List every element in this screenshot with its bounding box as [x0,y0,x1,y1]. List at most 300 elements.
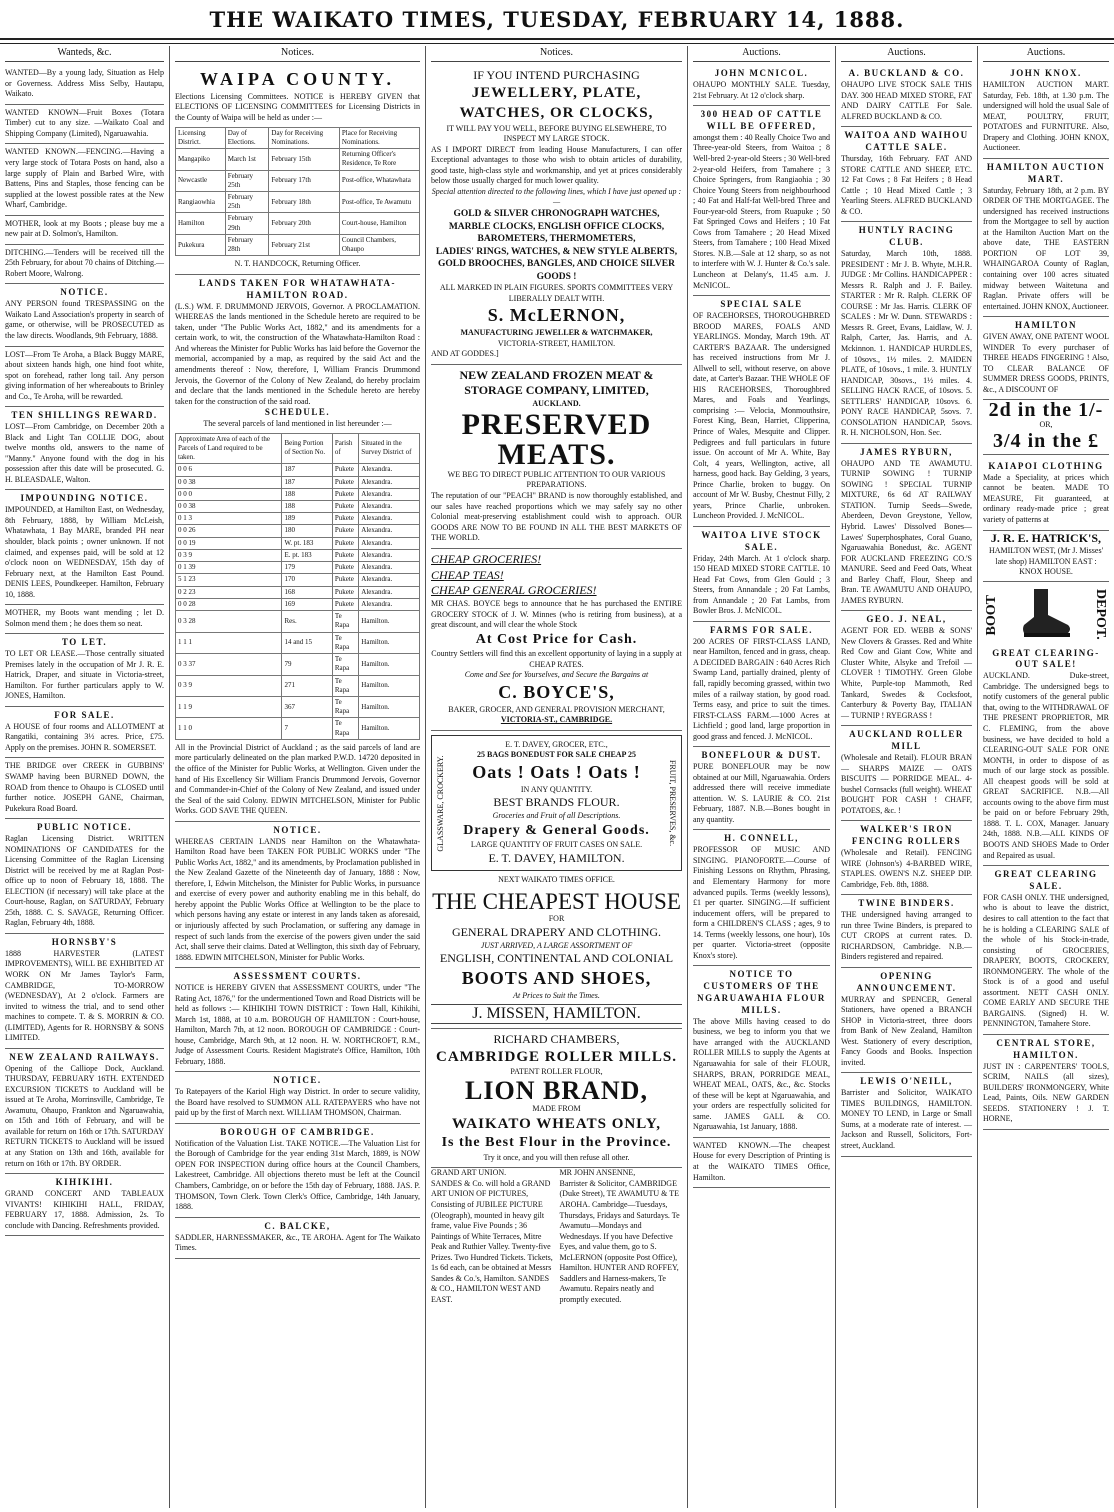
groceries-ad [431,549,682,731]
davey-foot: NEXT WAIKATO TIMES OFFICE. [498,875,615,885]
ad-body: OHAUPO AND TE AWAMUTU. TURNIP SOWING ! TURNIP SOWING ! SPECIAL TURNIP MIXTURE, 6s 6d AT RAILWAY STATION. Turnip Seeds—Swede, Aberdeen, Devon Greystone, Yellow, Hybrid. Lawes' Dissolved Bones—Lawes' Superphosphates, Coral Guano, Ngaruawahia Bonedust, &c. AGENT FOR AUCKLAND FREEZING CO.'S MANURE. Seed and Feed Oats, Wheat and Barley Chaff, Flour, Sheep and Bran. TE AWAMUTU AND OHAUPO, JAMES RYBURN. [841,458,972,605]
table-cell: Hamilton [176,213,226,234]
art-union-body: SANDES & Co. will hold a GRAND ART UNION OF PICTURES, Consisting of JUBILEE PICTURE (Oleograph), mounted in heavy gilt frame, value Five Pounds ; 36 Paintings of White Terraces, Mitre Peak and Ruthier Valley. Twenty-five Prizes. Two Hundred Tickets. Tickets, 1s 6d each, can be obtained at Messrs Sandes & Co.'s, Hamilton. SANDES & CO., HAMILTON WEST AND EAST. [431,1178,553,1304]
ads-list [693,65,830,1188]
table-cell: Pukete [332,488,358,500]
text-line: BAROMETERS, THERMOMETERS, [477,234,636,245]
boyce-address: VICTORIA-ST., CAMBRIDGE. [500,715,613,725]
table-cell: Hamilton. [359,611,420,632]
table-cell: Post-office, Te Awamutu [339,191,419,212]
ad-body: OF RACEHORSES, THOROUGHBRED BROOD MARES, FOALS AND YEARLINGS. Monday, March 19th. AT CARTER'S BAZAAR. The undersigned has received instructions from Mr J. Allwell to sell, without reserve, on above date, at Carter's Bazaar. THE WHOLE OF HIS RACEHORSES, Thoroughbred Mares, and Foals and Yearlings, comprising :— Velocia, Monmouthsire, Forest King, Bean, Harriet, Clipperina, Prince of Wales, Mesquite and Clipper. Pedigrees and full particulars in future issue. On account of Mr A. White, Bay Colt, 4 years, Wellington, active, all harness, good hack. Bay Gelding, 3 years, Prince Charlie, broken to buggy. On account of Mr W. Busby, Chestnut Filly, 2 years, Prince Charlie, unbroken. Luncheon Provided. J. McNICOL. [693,310,830,521]
jewellery-attention: Special attention directed to the following lines, which I have just opened up :— [431,186,682,207]
ansenne-ad [560,1168,683,1305]
table-cell: Alexandra. [359,525,420,537]
advertisement [693,296,830,527]
column-heading: Auctions. [983,46,1109,62]
divider [983,581,1109,582]
discount-pence: 2d in the 1/- [988,399,1104,422]
table-header-cell: Place for Receiving Nominations. [339,127,419,148]
table-cell: 188 [282,500,332,512]
frozen-title: NEW ZEALAND FROZEN MEAT & STORAGE COMPANY, LIMITED, [459,367,654,398]
table-cell: Te Rapa [332,632,358,653]
text-line: CHEAP TEAS! [431,567,504,582]
ad-body: (Wholesale and Retail). FENCING WIRE (Johnson's) 4-BARBED WIRE, STAPLES. OWEN'S N.Z. SHEEP DIP. Cambridge, Feb. 8th, 1888. [841,847,972,889]
advertisement [693,527,830,622]
text-line: GOLD BROOCHES, BANGLES, AND CHOICE SILVER GOODS ! [438,259,675,282]
advertisement [5,284,164,346]
ads-list [983,65,1109,400]
table-cell: Alexandra. [359,513,420,525]
table-cell: 1 1 1 [176,632,282,653]
table-cell: 179 [282,562,332,574]
advertisement [5,1174,164,1236]
advertisement [983,159,1109,317]
ad-title: JAMES RYBURN, [860,446,953,457]
frozen-meat-ad [431,365,682,549]
ad-body: LOST—From Cambridge, on December 20th a Black and Light Tan COLLIE DOG, about twelve months old, answers to the name of "Manny." Anyone found with the dog in his possession after this date will be prosecuted. G. H. BLEASDALE, Walton. [5,422,164,484]
table-cell: Alexandra. [359,562,420,574]
notice-body: All in the Provincial District of Auckland ; as the said parcels of land are more particularly delineated on the plan marked P.W.D. 14720 deposited in the office of the Minister for Public Works, at Wellington. Given under the hand of His Excellency Sir William Francis Drummond Jervois, Governor and Commander-in-Chief of the Colony of New Zealand, and issued under the Seal of the said Colony. EDWIN MITCHELSON, Minister for Public Works. GOD SAVE THE QUEEN. [175,742,420,816]
advertisement [5,605,164,634]
ad-body: Thursday, 16th February. FAT AND STORE CATTLE AND SHEEP, ETC. 12 Fat Cows ; 8 Fat Heifers ; 8 Head Cattle ; 10 Head Mixed Cattle ; 3 Yearling Steers. ALFRED BUCKLAND & CO. [841,154,972,216]
table-cell: W. pt. 183 [282,537,332,549]
advertisement [5,407,164,490]
ad-body: WHEREAS CERTAIN LANDS near Hamilton on the Whatawhata-Hamilton Road have been TAKEN FOR PUBLIC WORKS under "The Public Works Act, 1882," and its amendments, by Proclamation published in the New Zealand Gazette of the Nineteenth day of January, 1888 : Now, therefore, I, Edwin Mitchelson, the Minister for Public Works, in pursuance and exercise of every power and authority enabling me in this behalf, do hereby appoint the Public Works Office at Wellington to be the place to which persons having any estate or interest in any lands taken as aforesaid, or injuriously affected by such Proclamation, or suffering any damage in respect of such lands from the exercise of the powers given under the said Act, shall serve their claims. Dated at Wellington, this sixth day of February, 1888. EDWIN MITCHELSON, Minister for Public Works. [175,836,420,962]
ad-title: AUCKLAND ROLLER MILL [849,729,964,752]
column-auctions-2 [836,46,978,1508]
ad-body: To Ratepayers of the Kariol High way District. In order to secure validity, the Board have resolved to SUMMON ALL RATEPAYERS who have not paid up by the first of March next. WILLIAM THOMSON, Chairman. [175,1087,420,1118]
column-notices-left [170,46,426,1508]
advertisement [841,726,972,821]
table-row [176,654,420,675]
table-cell: February 28th [225,234,269,255]
table-row [176,476,420,488]
ad-title: GREAT CLEARING SALE. [994,869,1098,891]
ad-body: MOTHER, look at my Boots ; please buy me a new pair at D. Solmon's, Hamilton. [5,218,164,239]
table-cell: 0 0 6 [176,464,282,476]
ad-title: KIHIKIHI. [55,1177,114,1188]
ad-title: TO LET. [61,637,108,648]
table-body [176,464,420,740]
ad-body: WANTED—By a young lady, Situation as Help or Governess. Address Miss Selby, Hautapu, Waikato. [5,68,164,99]
ad-body: ANY PERSON found TRESPASSING on the Waikato Land Association's property in search of game, or otherwise, will be PROSECUTED as the law directs. Woodlands, 9th February, 1888. [5,299,164,340]
boot-depot [983,585,1109,645]
table-cell: 0 0 28 [176,598,282,610]
table-cell: Hamilton. [359,632,420,653]
ad-body: GRAND CONCERT AND TABLEAUX VIVANTS! KIHIKIHI HALL, FRIDAY, FEBRUARY 17, 1888. Admission, 2s. To conclude with Dancing. Refreshments provided. [5,1189,164,1230]
table-cell: 0 0 38 [176,476,282,488]
table-cell: 0 0 38 [176,500,282,512]
table-row [176,562,420,574]
advertisement [5,105,164,145]
ad-title: CENTRAL STORE, HAMILTON. [996,1037,1096,1060]
table-cell: Hamilton. [359,654,420,675]
column-auctions-3 [978,46,1114,1508]
cost-price: At Cost Price for Cash. [475,631,638,647]
advertisement [693,966,830,1138]
ad-body: THE BRIDGE over CREEK in GUBBINS' SWAMP having been BURNED DOWN, the ROAD from thence to Ohaupo is CLOSED until further notice. JOSEPH GANE, Chairman, Pukekura Road Board. [5,761,164,813]
groceries-body: MR CHAS. BOYCE begs to announce that he has purchased the ENTIRE GROCERY STOCK of J. W. Minnes (who is retiring from business), at a great discount, and will clear the whole Stock [431,599,682,630]
jeweller-also: AND AT GODDES.] [431,349,499,359]
cheapest-prices: At Prices to Suit the Times. [513,990,600,1000]
page-columns [0,46,1114,1508]
ad-body: TO LET OR LEASE.—Those centrally situated Premises lately in the occupation of Mr J. R. E. Hatrick, Draper, and situate in Victoria-street, Hamilton. For further particulars apply to W. JONES, Hamilton. [5,649,164,701]
groceries-lines [431,552,682,599]
table-cell: Post-office, Whatawhata [339,170,419,191]
table-cell: 0 1 39 [176,562,282,574]
advertisement [5,634,164,707]
table-row [176,696,420,717]
ad-title: TEN SHILLINGS REWARD. [11,410,158,421]
advertisement [175,968,420,1072]
text-line: GOLD & SILVER CHRONOGRAPH WATCHES, [453,208,660,219]
ad-body: The above Mills having ceased to do business, we beg to inform you that we have arranged with the AUCKLAND ROLLER MILLS to supply the Agents at Ngaruawahia for sale of their FLOUR, SHARPS, BRAN, PORRIDGE MEAL, WHEAT MEAL, OATS, &c., &c. Stocks of these will be kept at Ngaruawahia, and your orders are respectfully solicited for same. JAMES GALL & CO. Ngaruawahia, 1st January, 1888. [693,1016,830,1132]
bottom-pair [431,1168,682,1305]
preserved-meats: PRESERVED MEATS. [461,407,652,471]
groceries-country: Country Settlers will find this an excellent opportunity of laying in a supply at CHEAP RATES. [431,649,682,669]
advertisement [983,645,1109,867]
table-cell: 1 1 0 [176,718,282,739]
boyce-trade: BAKER, GROCER, AND GENERAL PROVISION MERCHANT, [448,704,665,714]
jewellery-footer: ALL MARKED IN PLAIN FIGURES. SPORTS COMMITTEES VERY LIBERALLY DEALT WITH. [439,283,674,303]
schedule-body: The several parcels of land mentioned in list hereunder :— [203,419,392,429]
table-cell: February 17th [269,170,340,191]
table-header-row [176,433,420,464]
jeweller-trade: MANUFACTURING JEWELLER & WATCHMAKER, [460,328,653,338]
ad-title: HAMILTON AUCTION MART. [986,161,1106,184]
advertisement [175,1218,420,1259]
table-cell: Hamilton. [359,696,420,717]
ad-title: FOR SALE. [54,709,115,720]
column-wanteds [0,46,170,1508]
ad-body: AGENT FOR ED. WEBB & SONS' New Clovers & Grasses. Red and White Red Cow and Giant Cow, White and Cluster White, Alsyke and Trefoil — CLOVER ! TIMOTHY. Green Globe White, Purple-top Mammoth, Red Tankard, Swedes & Cocksfoot, Canterbury & Poverty Bay, ITALIAN — TURNIP ! RYEGRASS ! [841,626,972,720]
davey-side-right: FRUIT, PRESERVES, &c. [668,760,677,847]
ad-body: WANTED KNOWN.—FENCING.—Having a very large stock of Totara Posts on hand, also a large supply of Plain and Barbed Wire, with Battens, Pins and Staples, those fencing can be supplied at the lowest possible rates at the New Wharf, Cambridge. [5,147,164,210]
table-cell: 7 [282,718,332,739]
advertisement [693,65,830,106]
ad-title: KAIAPOI CLOTHING [988,460,1104,471]
ad-title: HUNTLY RACING CLUB. [858,225,955,248]
frozen-city: AUCKLAND. [532,399,581,409]
table-cell: Alexandra. [359,476,420,488]
ad-body: IMPOUNDED, at Hamilton East, on Wednesday, 8th February, 1888, by William McLeish, Whatawhata, 1 Bay MARE, branded PH near shoulder, black points ; owner unknown. If not claimed, and expenses paid, will be sold at 12 o'clock noon on WEDNESDAY, 15th day of February next, at the Hamilton East Pound. DENIS LEES, Poundkeeper. Hamilton, February 10, 1888. [5,505,164,599]
table-row [176,525,420,537]
cheapest-for: FOR [548,914,565,924]
ad-title: JOHN MCNICOL. [714,68,809,79]
ad-title: ASSESSMENT COURTS. [233,971,362,982]
davey-side-left: GLASSWARE, CROCKERY. [436,755,445,852]
hatrick-name: J. R. E. HATRICK'S, [990,530,1102,545]
advertisement [841,611,972,726]
advertisement [175,1072,420,1124]
jewellery-body: AS I IMPORT DIRECT from leading House Manufacturers, I can offer Exceptional advantages to those who wish to obtain articles of durability, good taste, high-class style and workmanship, and yet at prices considerably below those usually charged for much lower quality. [431,144,682,186]
ad-body: AUCKLAND. Duke-street, Cambridge. The undersigned begs to notify customers of the general public that, owing to the WITHDRAWAL OF THE PRESENT PROPRIETOR, MR C. FLEMING, from the above business, we have decided to hold a CLEARING-OUT SALE FOR ONE MONTH, in order to dispose of as much of our large stock as possible. All cheapest goods will be sold at GREAT SACRIFICE. N.B.—All accounts owing to the above firm must be paid on or before February 29th, 1888. T. L. COX, Manager. January 24th, 1888. N.B.—ALL KINDS OF BOOTS AND SHOES Made to Order and Repaired as usual. [983,671,1109,860]
advertisement [175,822,420,968]
table-row [176,170,420,191]
ad-title: OPENING ANNOUNCEMENT. [856,970,957,993]
ad-body: THE undersigned having arranged to run three Twine Binders, is prepared to CUT CROPS at current rates. D. RICHARDSON, Cambridge. N.B.—Binders registered and repaired. [841,910,972,962]
davey-flour: BEST BRANDS FLOUR. [493,795,620,810]
ad-body: Saturday, February 18th, at 2 p.m. BY ORDER OF THE MORTGAGEE. The undersigned has received instructions from the Mortgagee to sell by auction at the Hamilton Auction Mart on the above date, THE EASTERN PORTION OF LOT 39, WHAINGAROA County of Raglan, containing over 100 acres situated midway between Waitetuna and Raglan. Private offers will be entertained. JOHN KNOX, Auctioneer. [983,185,1109,311]
ad-title: GEO. J. NEAL, [866,614,947,625]
table-row [176,598,420,610]
advertisement [5,758,164,819]
ad-title: LEWIS O'NEILL, [860,1076,953,1087]
ad-body: PURE BONEFLOUR may be now obtained at our Mill, Ngaruawahia. Orders addressed there will receive immediate attention. W. S. LAURIE & CO. 21st February, 1887. N.B.—Bones bought in any quantity. [693,762,830,824]
davey-bags: 25 BAGS BONEDUST FOR SALE CHEAP 25 [477,750,636,760]
table-cell: Pukete [332,513,358,525]
mills-title: CAMBRIDGE ROLLER MILLS. [436,1048,677,1065]
table-cell: 0 3 28 [176,611,282,632]
ad-title: WALKER'S IRON FENCING ROLLERS [851,824,962,847]
table-cell: Alexandra. [359,537,420,549]
ad-body: JUST IN : CARPENTERS' TOOLS, SCRIM, NAILS (all sizes), BUILDERS' IRONMONGERY, White Lead, Paints, Oils. NEW GARDEN SEEDS. STATIONERY ! J. T. HORNE, [983,1061,1109,1124]
ads-list [175,822,420,1259]
table-cell: 187 [282,476,332,488]
ad-title: SPECIAL SALE [720,299,803,310]
ad-body: (Wholesale and Retail). FLOUR BRAN — SHARPS MAIZE — OATS BISCUITS — PORRIDGE MEAL. 4-bushel Cornsacks (full weight). WHEAT BOUGHT FOR CASH ! CHAFF, POTATOES, &c. ! [841,752,972,815]
ad-body: PROFESSOR OF MUSIC AND SINGING. PIANOFORTE.—Course of Finishing Lessons on Rhythm, Phrasing, and Elementary Harmony for more advanced pupils. Terms (weekly lessons), £1 per quarter. SINGING.—If sufficient inducement offers, will be prepared to form a CHILDREN'S CLASS ; ages, 9 to 14. Terms (weekly lessons, one hour), 10s per quarter. Victoria-street (opposite Knox's store). [693,845,830,960]
ad-body: HAMILTON AUCTION MART. Saturday, Feb. 18th, at 1.30 p.m. The undersigned will hold the usual Sale of MEAT, POULTRY, FRUIT, POTATOES and FURNITURE. Also, Drapery and Clothing. JOHN KNOX, Auctioneer. [983,80,1109,153]
table-row [176,718,420,739]
ansenne-body: Barrister & Solicitor, CAMBRIDGE (Duke Street), TE AWAMUTU & TE AROHA. Cambridge—Tuesdays, Thursdays, Fridays and Saturdays. Te Awamutu—Mondays and Wednesdays. If you have Defective Eyes, and value them, go to S. McLERNON (opposite Post Office), Hamilton. HUNTER AND ROFFEY, Saddlers and Harness-makers, Te Awamutu. Repairs neatly and promptly executed. [559,1178,680,1304]
advertisement [841,968,972,1074]
ad-title: HAMILTON [1014,320,1077,331]
text-line: CHEAP GROCERIES! [431,551,542,566]
table-cell: 0 2 23 [176,586,282,598]
text-line: LADIES' RINGS, WATCHES, & NEW STYLE ALBERTS, [435,246,678,257]
cheapest-house-ad [431,886,682,1029]
hatrick-address: HAMILTON WEST, (Mr J. Misses' late shop) HAMILTON EAST : KNOX HOUSE. [988,546,1104,577]
table-cell: Pukete [332,464,358,476]
advertisement [175,1124,420,1218]
licensing-table [175,127,420,257]
table-header-cell: Situated in the Survey District of [359,433,420,464]
table-row [176,234,420,255]
notice-waipa-county [175,65,420,275]
ad-body: NOTICE is HEREBY GIVEN that ASSESSMENT COURTS, under "The Rating Act, 1876," for the undermentioned Town and Road Districts will be held as follows :— KIHIKIHI TOWN DISTRICT : Town Hall, Kihikihi, March 1st, 1888, at 10 a.m. BOROUGH OF HAMILTON : Court-house, Hamilton, March 7th, at 12 noon. BOROUGH OF CAMBRIDGE : Court-house, Cambridge, March 9th, at 12 noon. H. W. NORTHCROFT, R.M., Judge of Assessment Courts. Resident Magistrate's Office, Hamilton, 10th February, 1888. [175,983,420,1066]
schedule-table [175,433,420,740]
table-header-cell: Parish of [332,433,358,464]
table-cell: 1 1 9 [176,696,282,717]
column-heading: Auctions. [693,46,830,62]
ad-title: GREAT CLEARING-OUT SALE! [992,647,1100,670]
ad-body: amongst them : 40 Really Choice Two and Three-year-old Steers, from Waitoa ; 8 Well-bred 2-year-old Steers ; 30 Well-bred 2-year-old Heifers, from Tamahere ; 3 Choice Springers, from Rangiaohia ; 30 Choice Young Steers from neighbourhood ; 40 Fat and Half-fat Well-bred Three and Four-year-old Steers, from Ruapuke ; 50 Fat Springed Cows and Heifers ; 10 Fat Cows from Tamahere ; 20 Head Mixed Steers, from Tamahere ; 100 Head Mixed Stores. N.B.—Sale at 12 sharp, so as not to interfere with W. J. Hunter & Co.'s sale. Luncheon at Delany's, 11.45 a.m. J. McNICOL. [693,132,830,290]
lion-brand: LION BRAND, [465,1076,648,1106]
ad-body: Saturday, March 10th, 1888. PRESIDENT : Mr J. B. Whyte, M.H.R. JUDGE : Mr Collins. HANDICAPPER : Messrs R. Ralph and J. F. Bailey. STARTER : Mr R. Ralph. CLERK OF COURSE : Mr Jas. Harris. CLERK OF SCALES : Mr W. Dunn. STEWARDS : Messrs R. Greet, Evans, Laidlaw, W. J. Ralph, Carter, Jas. Harris, and A. Mckinnon. 1. HANDICAP HURDLES, of 10sovs., 1½ miles. 2. MAIDEN PLATE, of 10sovs., 1 mile. 3. HUNTLY HANDICAP, 30sovs., 1½ miles. 4. SELLING HACK RACE, of 10sovs. 5. SETTLERS' HANDICAP, 10sovs. 6. PONY RACE HANDICAP, 5sovs. 7. CONSOLATION HANDICAP, 5sovs. R. H. NICHOLSON, Hon. Sec. [841,249,972,438]
table-cell: Hamilton. [359,718,420,739]
table-cell: Pukete [332,500,358,512]
table-header-cell: Licensing District. [176,127,226,148]
notice-title: WAIPA COUNTY. [199,69,396,90]
column-notices-right [426,46,688,1508]
table-cell: Court-house, Hamilton [339,213,419,234]
table-cell: Alexandra. [359,549,420,561]
advertisement [983,65,1109,159]
table-row [176,213,420,234]
notice-body: (L.S.) WM. F. DRUMMOND JERVOIS, Governor. A PROCLAMATION. WHEREAS the lands mentioned in the Schedule hereto are required to be taken, under "The Public Works Act, 1882," and its amendments for a certain work, to wit, the construction of the Whatawhata-Hamilton Road : And whereas the Minister for Public Works has laid before the Governor the memorial, accompanied by a map, as required by the said Act and the amendments thereof : Now, therefore, I, William Francis Drummond Jervois, the Governor of the Colony of New Zealand, do hereby proclaim and declare that the lands mentioned in the Schedule hereto are hereby taken for the construction of the said road. [175,301,420,406]
table-cell: 0 1 3 [176,513,282,525]
ansenne-title: MR JOHN ANSENNE, [559,1168,636,1178]
table-row [176,513,420,525]
advertisement [693,747,830,830]
ad-title: A. BUCKLAND & CO. [848,68,965,79]
boyce-name: C. BOYCE'S, [498,681,615,702]
table-header-cell: Approximate Area of each of the Parcels of Land required to be taken. [176,433,282,464]
ad-body: Barrister and Solicitor, WAIKATO TIMES BUILDINGS, HAMILTON. MONEY TO LEND, in Large or Small Sums, at a moderate rate of interest. — Jackson and Russell, Solicitors, Fort-street, Auckland. [841,1088,972,1150]
table-cell: 189 [282,513,332,525]
table-cell: 170 [282,574,332,586]
advertisement [5,707,164,759]
jeweller-address: VICTORIA-STREET, HAMILTON. [497,338,616,348]
mills-wheats: WAIKATO WHEATS ONLY, [451,1115,662,1132]
ad-body: GIVEN AWAY, ONE PATENT WOOL WINDER To every purchaser of THREE HEADS FINGERING ! Also, TO CLEAR BALANCE OF SUMMER DRESS GOODS, PRINTS, &c., A DISCOUNT OF [983,332,1109,394]
column-heading: Notices. [175,46,420,62]
table-cell: Te Rapa [332,654,358,675]
table-cell: 367 [282,696,332,717]
advertisement [693,1138,830,1188]
table-cell: Pukete [332,574,358,586]
table-cell: Pukete [332,525,358,537]
table-cell: 0 0 0 [176,488,282,500]
advertisement [841,1073,972,1156]
advertisement [841,821,972,895]
advertisement [841,127,972,222]
ad-body: 200 ACRES OF FIRST-CLASS LAND, near Hamilton, fenced and in grass, cheap. A DECIDED BARGAIN : 640 Acres Rich Swamp Land, partially drained, plenty of fall, rapidly becoming grassed, within two miles of a railway station, by good road. Terms easy, and price to suit the times. FIRST-CLASS FARM.—1000 Acres at Lichfield ; good land, large proportion in good grass and fenced. J. McNICOL. [693,636,830,741]
table-cell: Pukekura [176,234,226,255]
ad-body: WANTED KNOWN.—The cheapest House for every Description of Printing is at the WAIKATO TIMES Office, Hamilton. [693,1140,830,1182]
table-row [176,586,420,598]
ad-title: BOROUGH OF CAMBRIDGE. [220,1126,375,1137]
advertisement [841,222,972,444]
ad-body: DITCHING.—Tenders will be received till the 25th February, for about 70 chains of Ditching.—Robert Moore, Walrong. [5,247,164,278]
advertisement [983,866,1109,1035]
advertisement [693,106,830,296]
ad-title: NOTICE. [273,1075,322,1086]
masthead: THE WAIKATO TIMES, TUESDAY, FEBRUARY 14, 1888. [0,0,1114,40]
davey-cases: LARGE QUANTITY OF FRUIT CASES ON SALE. [470,840,643,849]
table-cell: Alexandra. [359,500,420,512]
notice-title: LANDS TAKEN FOR WHATAWHATA-HAMILTON ROAD. [198,277,397,300]
table-cell: 0 3 9 [176,675,282,696]
table-cell: 0 3 9 [176,549,282,561]
table-cell: Alexandra. [359,586,420,598]
table-cell: Alexandra. [359,574,420,586]
davey-ad [431,735,682,872]
table-cell: Res. [282,611,332,632]
table-cell: E. pt. 183 [282,549,332,561]
ad-body: LOST—From Te Aroha, a Black Buggy MARE, about sixteen hands high, one hind foot white, spot on forehead, rather long tail. Any person giving information of her whereabouts to Brinley and Co., Te Aroha, will be rewarded. [5,349,164,401]
ad-title: NEW ZEALAND RAILWAYS. [9,1051,160,1062]
jeweller-name: S. McLERNON, [487,305,626,326]
davey-groceries: Groceries and Fruit of all Descriptions. [492,810,621,820]
table-body [176,149,420,256]
roller-mills-ad [431,1029,682,1169]
table-header-row [176,127,420,148]
table-cell: Te Rapa [332,675,358,696]
ad-title: PUBLIC NOTICE. [36,822,132,833]
davey-oats: Oats ! Oats ! Oats ! [472,761,641,782]
ad-body: SADDLER, HARNESSMAKER, &c., TE AROHA. Agent for The Waikato Times. [175,1232,420,1253]
table-row [176,611,420,632]
table-cell: February 15th [269,149,340,170]
cheapest-arrived: JUST ARRIVED, A LARGE ASSORTMENT OF [480,940,633,950]
advertisement [841,444,972,612]
returning-officer: N. T. HANDCOCK, Returning Officer. [234,259,361,269]
column-heading: Wanteds, &c. [5,46,164,62]
table-cell: Council Chambers, Ohaupo [339,234,419,255]
column-heading: Auctions. [841,46,972,62]
cheapest-title: THE CHEAPEST HOUSE [432,888,681,914]
table-cell: 0 0 19 [176,537,282,549]
ads-list [5,65,164,1236]
advertisement [841,895,972,968]
advertisement [5,65,164,105]
table-cell: Rangiaowhia [176,191,226,212]
table-cell: 169 [282,598,332,610]
ad-body: OHAUPO MONTHLY SALE. Tuesday, 21st February. At 12 o'clock sharp. [693,80,830,100]
divider [983,454,1109,455]
ad-title: H. CONNELL, [724,833,799,844]
table-cell: Pukete [332,598,358,610]
jewellery-sub: IT WILL PAY YOU WELL, BEFORE BUYING ELSEWHERE, TO INSPECT MY LARGE STOCK. [446,123,667,144]
boot-label: BOOT [984,594,999,635]
davey-main [447,740,667,867]
frozen-sub: WE BEG TO DIRECT PUBLIC ATTENTION TO OUR VARIOUS PREPARATIONS. [447,469,666,490]
table-header-cell: Being Portion of Section No. [282,433,332,464]
table-row [176,549,420,561]
art-union-ad [431,1168,554,1305]
advertisement [983,458,1109,531]
jewellery-lines [431,208,682,283]
table-cell: 187 [282,464,332,476]
table-cell: February 18th [269,191,340,212]
davey-any: IN ANY QUANTITY. [520,784,593,794]
ad-title: JOHN KNOX. [1010,68,1082,79]
table-row [176,632,420,653]
cheapest-boots: BOOTS AND SHOES, [461,967,652,988]
schedule-title: SCHEDULE. [264,407,331,418]
table-cell: Pukete [332,562,358,574]
table-cell: Alexandra. [359,488,420,500]
mills-made: MADE FROM [532,1104,581,1114]
ad-body: Notification of the Valuation List. TAKE NOTICE.—The Valuation List for the Borough of Cambridge for the year ending 31st March, 1889, is NOW OPEN FOR INSPECTION during office hours at the Council Chambers, Lakestreet, Cambridge. All objections thereto must be left at the Council Chambers, Cambridge, on or before the 15th day of February, 1888. JAS. P. THOMSON, Town Clerk. Town Clerk's Office, Cambridge, 14th January, 1888. [175,1138,420,1212]
notices-split [175,822,420,1259]
advertisement [983,317,1109,400]
advertisement [5,216,164,245]
ad-title: HORNSBY'S [51,936,118,947]
ad-body: OHAUPO LIVE STOCK SALE THIS DAY. 300 HEAD MIXED STORE, FAT AND DAIRY CATTLE For Sale. ALFRED BUCKLAND & CO. [841,80,972,121]
ad-title: WAITOA AND WAIHOU CATTLE SALE. [844,130,969,153]
table-cell: Pukete [332,476,358,488]
table-cell: Newcastle [176,170,226,191]
ad-body: FOR CASH ONLY. THE undersigned, who is about to leave the district, desires to call attention to the fact that he is holding a CLEARING SALE of the whole of his Stock-in-trade, consisting of GROCERIES, DRAPERY, BOOTS, CROCKERY, IRONMONGERY. The whole of the Stock is of a good and useful assortment. NETT CASH ONLY. COME EARLY AND SECURE THE BARGAINS. (Signed) H. W. PENNINGTON, Tamahere Store. [983,892,1109,1029]
ad-title: NOTICE. [273,824,322,835]
davey-top: E. T. DAVEY, GROCER, ETC., [505,739,608,749]
advertisement [693,622,830,747]
column-heading: Notices. [431,46,682,62]
ad-body: Raglan Licensing District. WRITTEN NOMINATIONS OF CANDIDATES for the Licensing Committee of the Raglan Licensing District will be received by me at Raglan Post-office up to noon of February 18, 1888. The ELECTION (if necessary) will take place at the Court-house, Raglan, on SATURDAY, February 25th, 1888. C. S. SAVAGE, Returning Officer. Raglan, February 4th, 1888. [5,834,164,928]
table-cell: 14 and 15 [282,632,332,653]
ad-title: NOTICE. [60,287,109,298]
table-cell: 0 3 37 [176,654,282,675]
ad-title: TWINE BINDERS. [858,898,955,909]
table-cell: 0 0 26 [176,525,282,537]
ad-body: 1888 HARVESTER (LATEST IMPROVEMENTS), WILL BE EXHIBITED AT WORK ON Mr James Taylor's Farm, CAMBRIDGE, TO-MORROW (WEDNESDAY), At 2 o'clock. Farmers are invited to witness the trial, and to send other machines to compete. T. & S. MORRIN & CO. (LIMITED), Agents for R. HORNSBY & SONS LIMITED. [5,948,164,1043]
jewellery-title: JEWELLERY, PLATE, WATCHES, OR CLOCKS, [459,85,654,121]
advertisement [5,490,164,605]
table-cell: 168 [282,586,332,598]
